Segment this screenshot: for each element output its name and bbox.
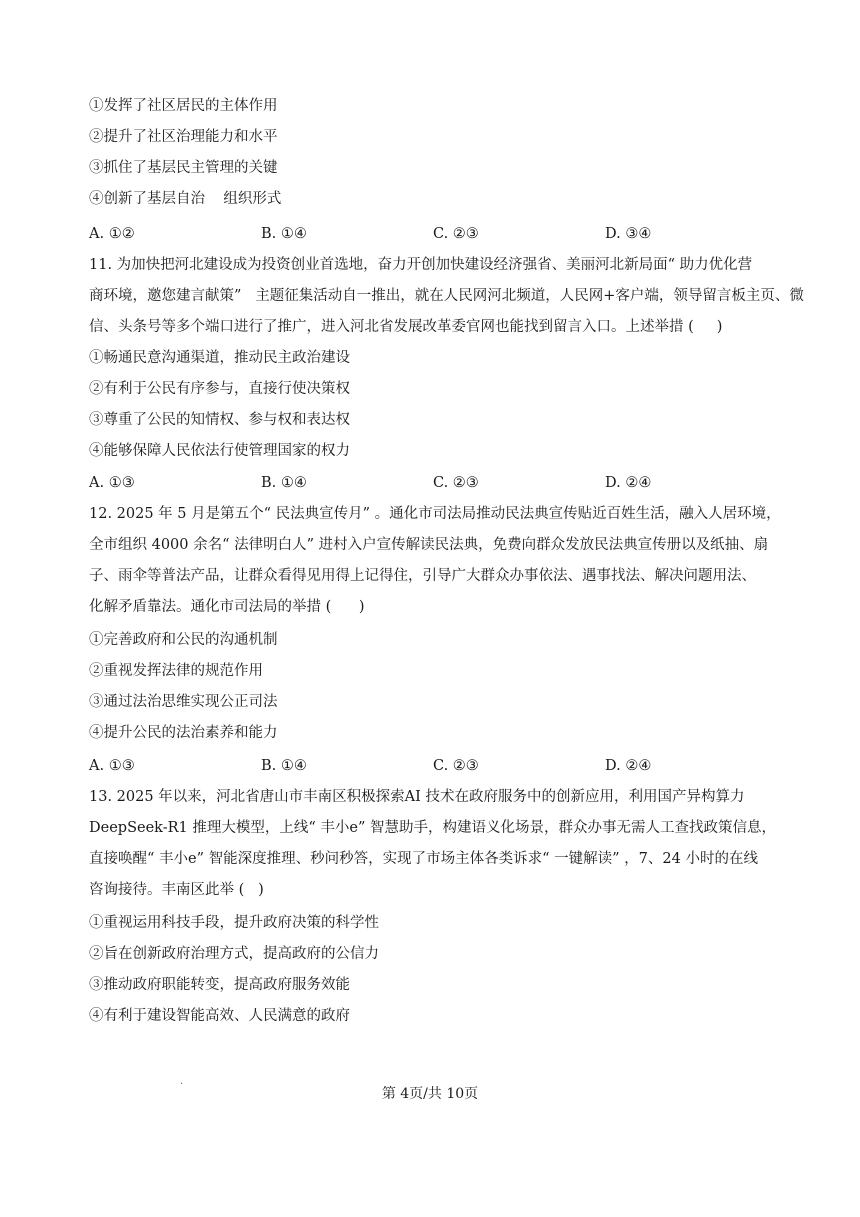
q10-item-4: ④创新了基层自治 组织形式 bbox=[89, 191, 282, 207]
q11-option-d: D. ②④ bbox=[605, 475, 652, 491]
q10-item-3: ③抓住了基层民主管理的关键 bbox=[89, 160, 278, 176]
q13-stem-line-1: 13. 2025 年以来，河北省唐山市丰南区积极探索AI 技术在政府服务中的创新应用，利用国产异构算力 bbox=[89, 789, 745, 805]
q12-answer-options bbox=[89, 756, 789, 776]
q11-stem-line-1: 11. 为加快把河北建设成为投资创业首选地，奋力开创加快建设经济强省、美丽河北新局面“ 助力优化营 bbox=[89, 257, 753, 273]
q11-option-a: A. ①③ bbox=[89, 475, 135, 491]
q12-stem-line-2: 全市组织 4000 余名“ 法律明白人” 进村入户宣传解读民法典，免费向群众发放民法典宣传册以及纸抽、扇 bbox=[89, 537, 769, 553]
page-number: 第 4页/共 10页 bbox=[381, 1086, 479, 1102]
q13-stem-line-4: 咨询接待。丰南区此举 ( ) bbox=[89, 882, 264, 898]
q12-option-a: A. ①③ bbox=[89, 758, 135, 774]
q13-item-2: ②旨在创新政府治理方式，提高政府的公信力 bbox=[89, 946, 379, 962]
q11-item-3: ③尊重了公民的知情权、参与权和表达权 bbox=[89, 412, 350, 428]
q11-item-4: ④能够保障人民依法行使管理国家的权力 bbox=[89, 443, 350, 459]
q13-stem-line-3: 直接唤醒“ 丰小e” 智能深度推理、秒问秒答，实现了市场主体各类诉求“ 一键解读” ，7、24 小时的在线 bbox=[89, 851, 758, 867]
q13-item-4: ④有利于建设智能高效、人民满意的政府 bbox=[89, 1008, 350, 1024]
q12-option-d: D. ②④ bbox=[605, 758, 652, 774]
q10-option-d: D. ③④ bbox=[605, 226, 652, 242]
q10-item-1: ①发挥了社区居民的主体作用 bbox=[89, 98, 278, 114]
q13-stem-line-2: DeepSeek-R1 推理大模型，上线“ 丰小e” 智慧助手，构建语义化场景，群众办事无需人工查找政策信息， bbox=[89, 820, 776, 836]
q12-item-4: ④提升公民的法治素养和能力 bbox=[89, 725, 278, 741]
q11-stem-line-3: 信、头条号等多个端口进行了推广，进入河北省发展改革委官网也能找到留言入口。上述举措 ( ) bbox=[89, 319, 723, 335]
q12-stem-line-3: 子、雨伞等普法产品，让群众看得见用得上记得住，引导广大群众办事依法、遇事找法、解决问题用法、 bbox=[89, 568, 756, 584]
q10-item-2: ②提升了社区治理能力和水平 bbox=[89, 129, 278, 145]
q13-item-1: ①重视运用科技手段，提升政府决策的科学性 bbox=[89, 915, 379, 931]
q10-option-c: C. ②③ bbox=[433, 226, 479, 242]
q13-item-3: ③推动政府职能转变，提高政府服务效能 bbox=[89, 977, 350, 993]
q12-item-2: ②重视发挥法律的规范作用 bbox=[89, 663, 263, 679]
q11-item-2: ②有利于公民有序参与，直接行使决策权 bbox=[89, 381, 350, 397]
q12-item-1: ①完善政府和公民的沟通机制 bbox=[89, 632, 278, 648]
q11-stem-line-2: 商环境，邀您建言献策” 主题征集活动自一推出，就在人民网河北频道，人民网+客户端，领导留言板主页、微 bbox=[89, 288, 804, 304]
q11-option-c: C. ②③ bbox=[433, 475, 479, 491]
q11-answer-options bbox=[89, 473, 789, 493]
q12-item-3: ③通过法治思维实现公正司法 bbox=[89, 694, 278, 710]
q12-stem-line-1: 12. 2025 年 5 月是第五个“ 民法典宣传月” 。通化市司法局推动民法典宣传贴近百姓生活，融入人居环境， bbox=[89, 506, 781, 522]
footer-dot: · bbox=[180, 1079, 184, 1090]
q10-option-b: B. ①④ bbox=[261, 226, 307, 242]
q12-option-b: B. ①④ bbox=[261, 758, 307, 774]
q11-option-b: B. ①④ bbox=[261, 475, 307, 491]
q12-option-c: C. ②③ bbox=[433, 758, 479, 774]
q12-stem-line-4: 化解矛盾靠法。通化市司法局的举措 ( ) bbox=[89, 599, 365, 615]
q11-item-1: ①畅通民意沟通渠道，推动民主政治建设 bbox=[89, 350, 350, 366]
q10-answer-options bbox=[89, 224, 789, 244]
q10-option-a: A. ①② bbox=[89, 226, 135, 242]
